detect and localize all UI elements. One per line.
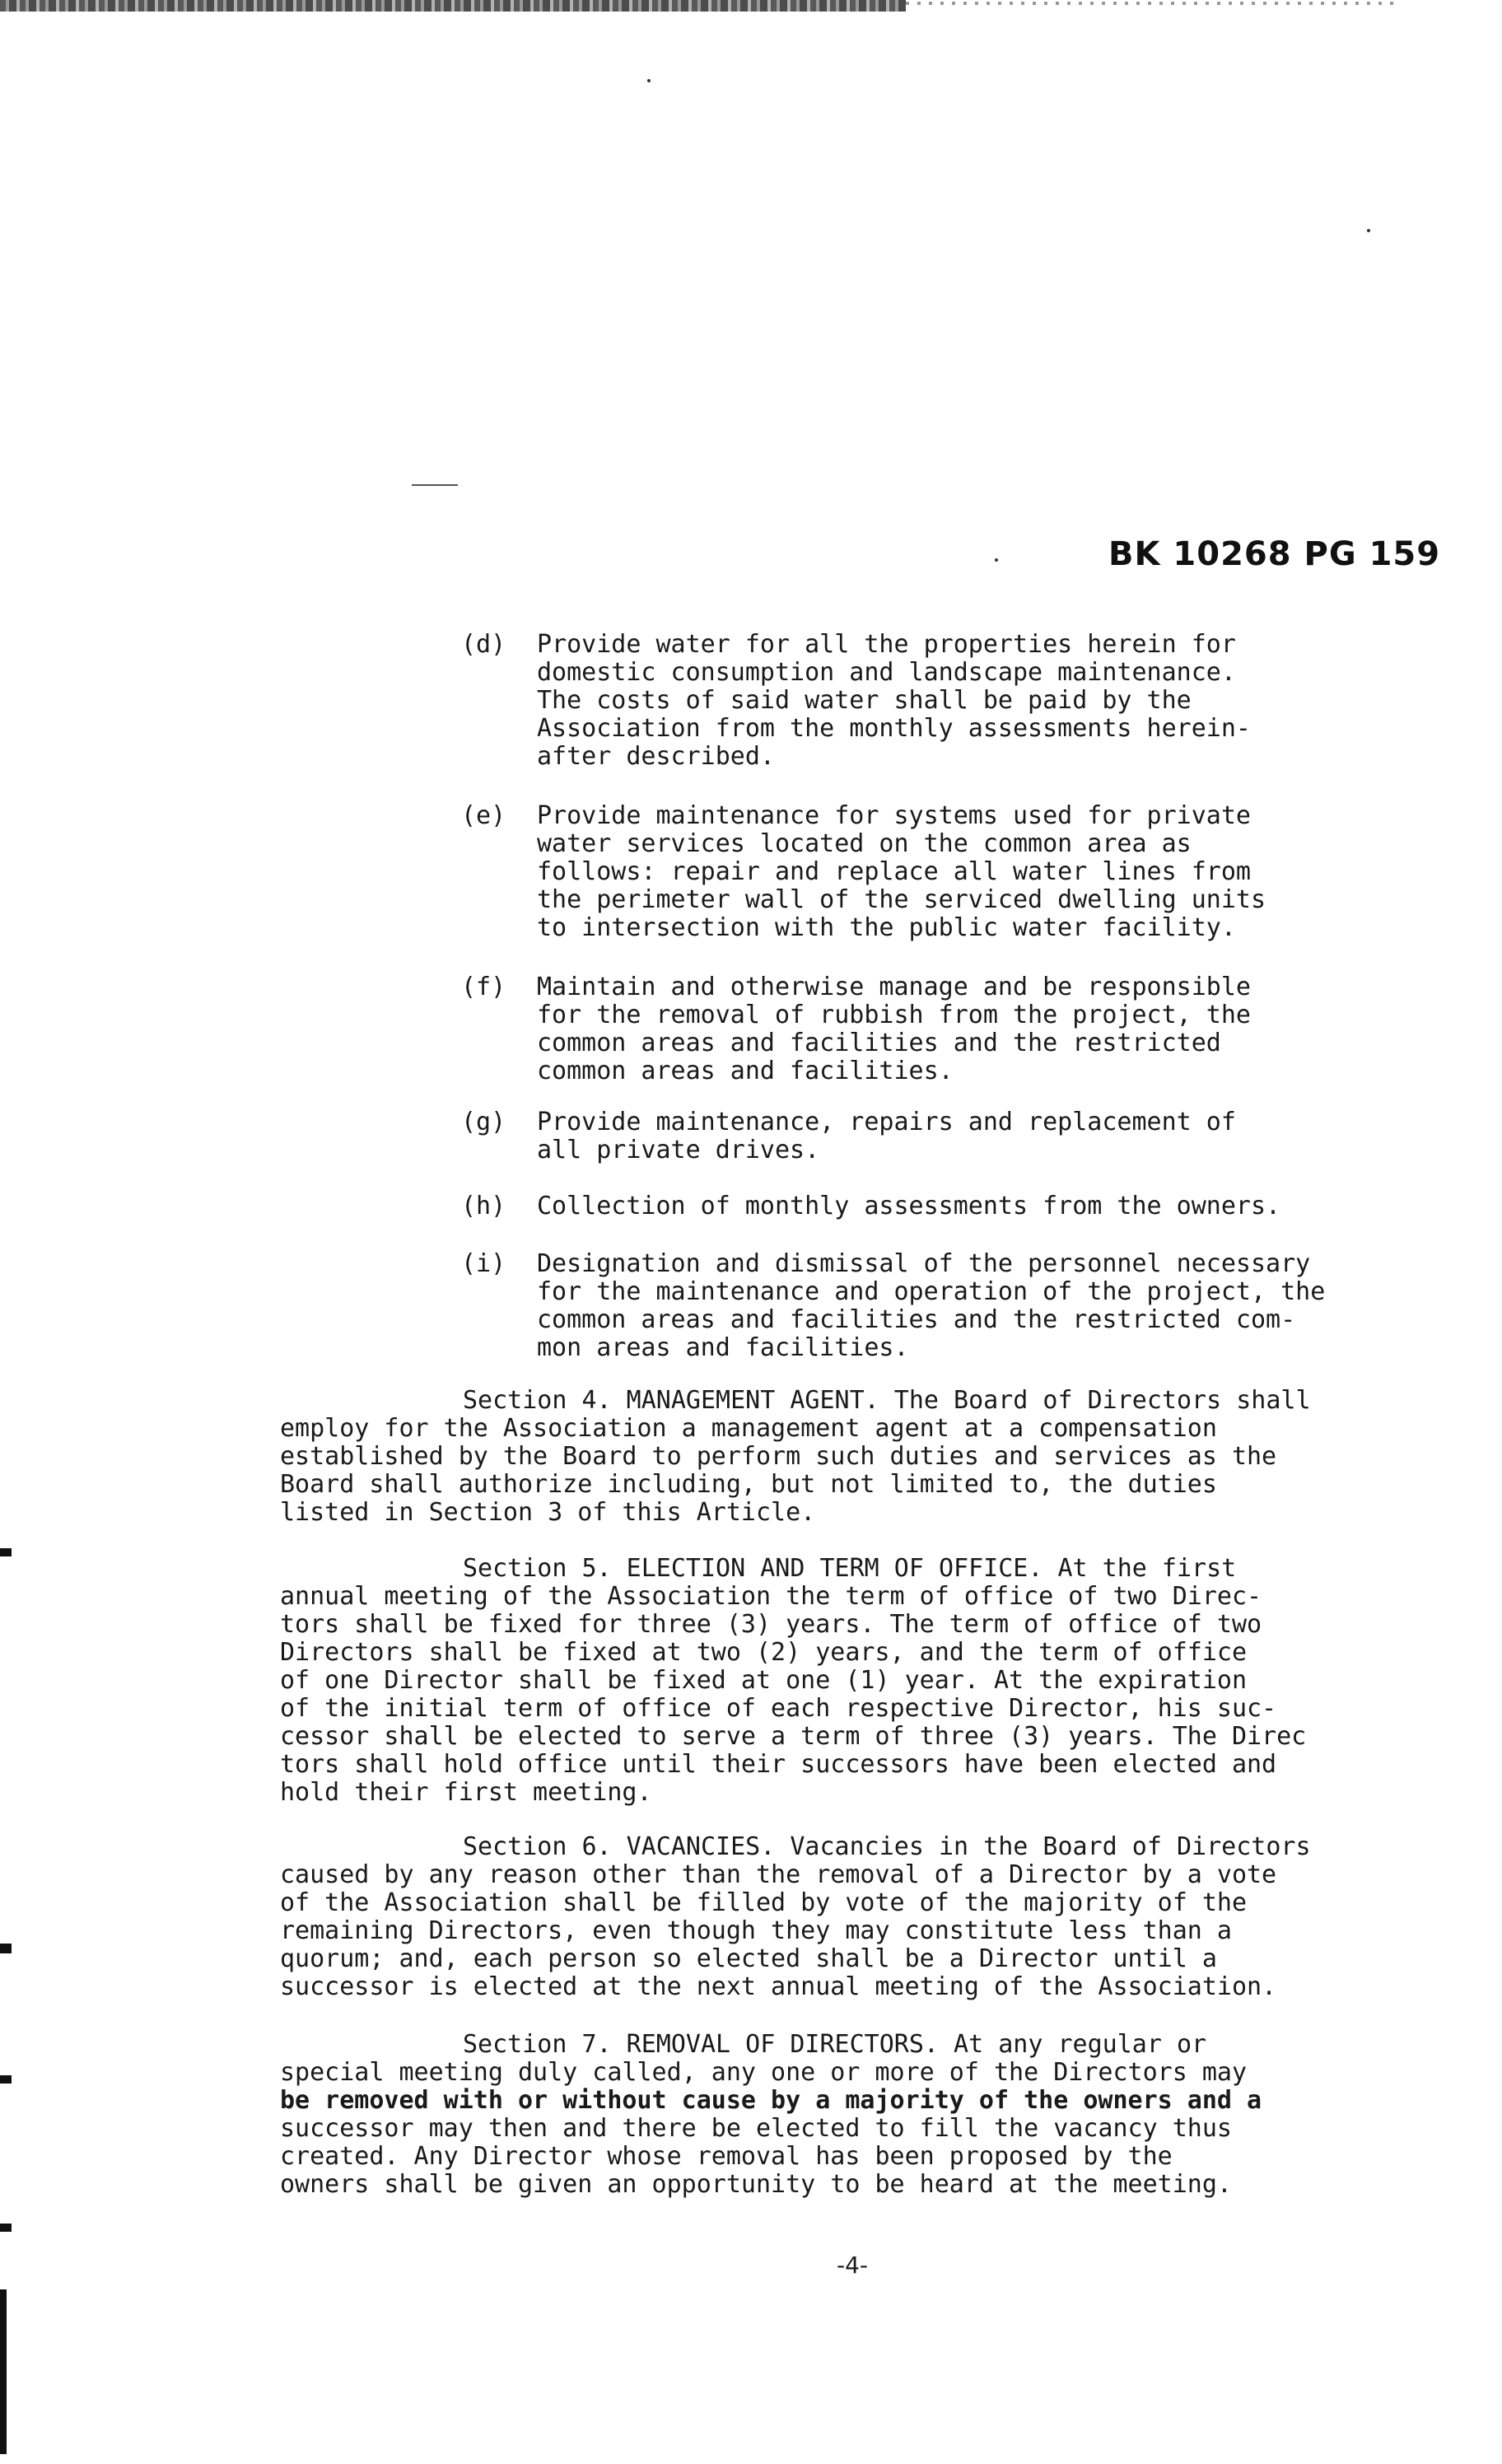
edge-mark [0,1548,12,1556]
section-line: Section 6. VACANCIES. Vacancies in the Board of Directors [463,1832,1311,1861]
section-line: Section 7. REMOVAL OF DIRECTORS. At any regular or [463,2030,1207,2059]
scan-artifact-top-2 [906,2,1400,5]
section-line: hold their first meeting. [280,1778,652,1807]
item-label: (d) [461,630,506,659]
item-text: Designation and dismissal of the personnel necessary for the maintenance and operation of the project, the common areas and facilities and the restricted com- mon areas and facilities. [537,1249,1326,1362]
section-line: quorum; and, each person so elected shall be a Director until a [280,1944,1217,1973]
section-line: cessor shall be elected to serve a term of three (3) years. The Direc [280,1722,1307,1751]
section-line: listed in Section 3 of this Article. [280,1498,816,1527]
item-text: Provide maintenance, repairs and replacement of all private drives. [537,1108,1236,1164]
book-page-reference: BK 10268 PG 159 [1108,535,1441,573]
section-line: remaining Directors, even though they may constitute less than a [280,1916,1232,1945]
item-label: (f) [461,973,506,1001]
section-5-election-and-term [280,1555,1490,1807]
stray-dot [1367,229,1370,232]
section-line: tors shall hold office until their successors have been elected and [280,1750,1277,1779]
section-line: Directors shall be fixed at two (2) years, and the term of office [280,1638,1247,1667]
item-text: Provide water for all the properties herein for domestic consumption and landscape maintenance. The costs of said water shall be paid by the Association from the monthly assessments herein- after described. [537,630,1251,771]
item-text: Maintain and otherwise manage and be responsible for the removal of rubbish from the project, the common areas and facilities and the restricted common areas and facilities. [537,973,1251,1085]
section-line: employ for the Association a management agent at a compensation [280,1414,1217,1443]
section-line: of one Director shall be fixed at one (1) year. At the expiration [280,1666,1247,1695]
section-line: Board shall authorize including, but not limited to, the duties [280,1470,1217,1499]
item-label: (i) [461,1249,506,1278]
edge-mark [0,2075,12,2084]
edge-mark [0,2224,12,2232]
section-line: be removed with or without cause by a majority of the owners and a [280,2086,1262,2115]
section-7-removal-of-directors [280,2031,1490,2199]
section-line: Section 4. MANAGEMENT AGENT. The Board of Directors shall [463,1386,1311,1415]
section-4-management-agent [280,1387,1490,1527]
item-text: Provide maintenance for systems used for private water services located on the common area as follows: repair and replace all water lines from the perimeter wall of the serviced dwelling units to intersection with the public water facility. [537,801,1266,942]
section-line: special meeting duly called, any one or more of the Directors may [280,2058,1247,2087]
scan-artifact-top [0,0,906,12]
edge-mark [0,2289,7,2454]
section-6-vacancies [280,1833,1490,2001]
stray-dot [647,79,651,82]
section-line: of the Association shall be filled by vote of the majority of the [280,1888,1247,1917]
item-label: (g) [461,1108,506,1136]
section-line: established by the Board to perform such duties and services as the [280,1442,1277,1471]
section-line: of the initial term of office of each respective Director, his suc- [280,1694,1277,1723]
item-text: Collection of monthly assessments from the owners. [537,1192,1281,1220]
section-line: Section 5. ELECTION AND TERM OF OFFICE. At the first [463,1554,1237,1583]
page-number: -4- [837,2252,869,2279]
section-line: annual meeting of the Association the term of office of two Direc- [280,1582,1262,1611]
section-line: tors shall be fixed for three (3) years. The term of office of two [280,1610,1262,1639]
section-line: caused by any reason other than the removal of a Director by a vote [280,1860,1277,1889]
section-line: successor is elected at the next annual meeting of the Association. [280,1972,1277,2001]
edge-mark [0,1944,12,1953]
item-label: (e) [461,801,506,830]
section-line: successor may then and there be elected to fill the vacancy thus [280,2114,1232,2143]
stray-rule [412,484,458,486]
section-line: owners shall be given an opportunity to be heard at the meeting. [280,2170,1232,2199]
section-line: created. Any Director whose removal has been proposed by the [280,2142,1173,2171]
stray-dot [995,558,998,562]
item-label: (h) [461,1192,506,1220]
